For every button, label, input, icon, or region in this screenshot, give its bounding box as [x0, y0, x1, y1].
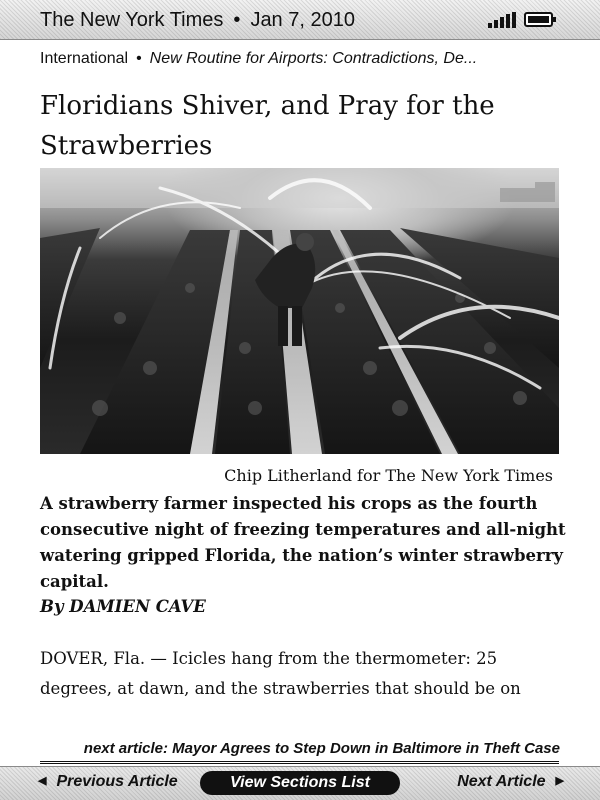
previous-article-label: Previous Article: [56, 773, 178, 790]
battery-icon: [524, 12, 553, 27]
section-article-title: New Routine for Airports: Contradictions, De...: [149, 50, 478, 67]
strawberry-field-photo: [40, 168, 559, 454]
article-byline: By DAMIEN CAVE: [40, 597, 206, 616]
section-name: International: [40, 50, 129, 67]
section-line: [40, 50, 560, 68]
section-separator: •: [136, 50, 142, 67]
article-headline: Floridians Shiver, and Pray for the Strawberries: [40, 91, 495, 161]
right-triangle-icon: ▶: [555, 775, 564, 787]
status-date: Jan 7, 2010: [250, 9, 355, 31]
article-photo[interactable]: [40, 168, 559, 454]
photo-caption: A strawberry farmer inspected his crops as the fourth consecutive night of freezing temperatures and all-night watering gripped Florida, the nation’s winter strawberry capital.: [40, 494, 566, 591]
next-article-label: Next Article: [457, 773, 546, 790]
status-title: [40, 9, 355, 32]
publication-name: The New York Times: [40, 9, 224, 31]
signal-strength-icon: [488, 12, 518, 28]
view-sections-list-button[interactable]: [200, 771, 400, 795]
next-article-preview[interactable]: next article: Mayor Agrees to Step Down in Baltimore in Theft Case: [83, 740, 560, 757]
previous-article-button[interactable]: [38, 773, 178, 791]
photo-credit: Chip Litherland for The New York Times: [224, 466, 553, 485]
status-bar: [0, 0, 600, 40]
divider: [40, 761, 559, 764]
title-separator: •: [233, 9, 241, 31]
left-triangle-icon: ◀: [38, 775, 47, 787]
next-article-button[interactable]: [457, 773, 564, 791]
sections-list-label: View Sections List: [230, 774, 370, 791]
article-body: DOVER, Fla. — Icicles hang from the thermometer: 25 degrees, at dawn, and the strawberries that should be on: [40, 649, 521, 698]
bottom-nav: [0, 766, 600, 800]
